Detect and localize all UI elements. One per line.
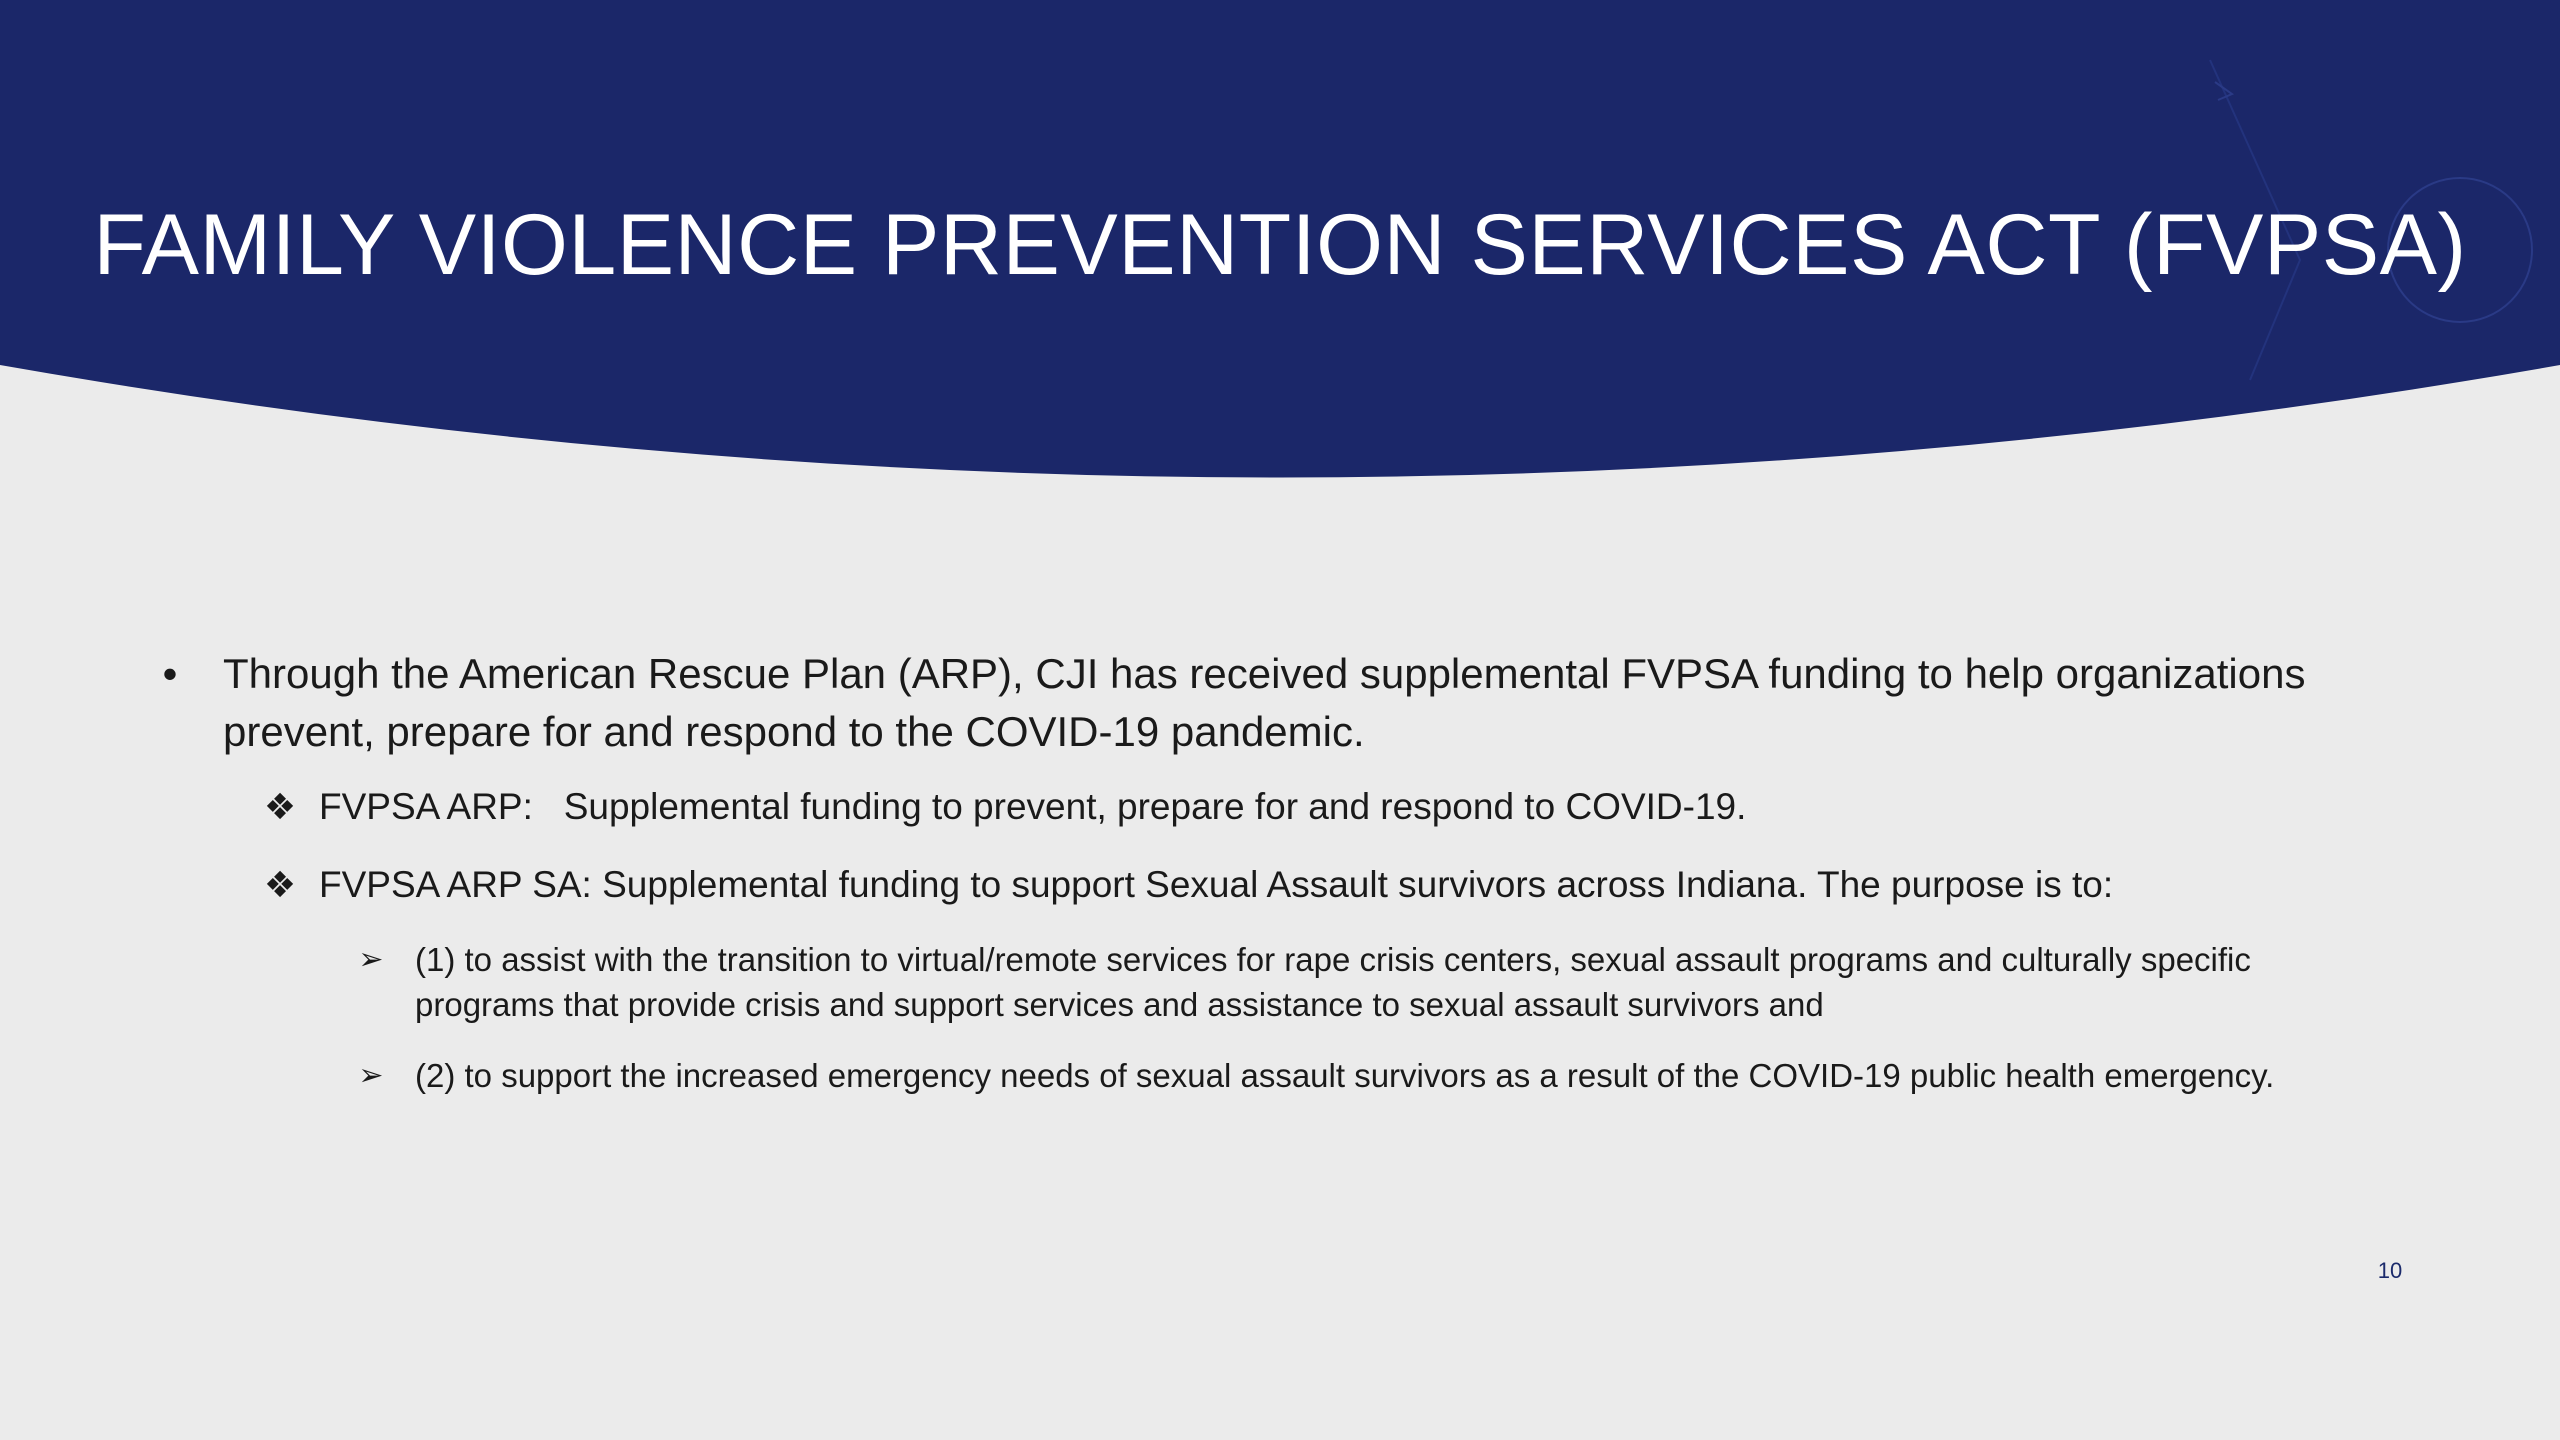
sub-sub-bullet-item xyxy=(150,1053,2380,1098)
slide-body xyxy=(150,645,2380,1124)
round-bullet-icon: • xyxy=(162,650,178,697)
diamond-bullet-icon: ❖ xyxy=(263,864,297,905)
sub-bullet-text: FVPSA ARP: Supplemental funding to prevent, prepare for and respond to COVID-19. xyxy=(319,786,1747,827)
sub-bullet-item xyxy=(150,859,2380,911)
sub-sub-bullet-text: (1) to assist with the transition to virtual/remote services for rape crisis centers, sexual assault programs and culturally specific programs that provide crisis and support services and assistance to sexual assault survivors and xyxy=(415,941,2251,1023)
sub-sub-bullet-item xyxy=(150,937,2380,1027)
bullet-item xyxy=(150,645,2380,761)
diamond-bullet-icon: ❖ xyxy=(263,786,297,827)
sub-bullet-text: FVPSA ARP SA: Supplemental funding to support Sexual Assault survivors across Indiana. The purpose is to: xyxy=(319,864,2114,905)
slide-title: FAMILY VIOLENCE PREVENTION SERVICES ACT (FVPSA) xyxy=(93,197,2467,293)
sub-sub-bullet-text: (2) to support the increased emergency needs of sexual assault survivors as a result of the COVID-19 public health emergency. xyxy=(415,1057,2275,1094)
arrowhead-bullet-icon: ➢ xyxy=(358,943,384,976)
arrowhead-bullet-icon: ➢ xyxy=(358,1059,384,1092)
bullet-text: Through the American Rescue Plan (ARP), CJI has received supplemental FVPSA funding to help organizations prevent, prepare for and respond to the COVID-19 pandemic. xyxy=(223,650,2306,755)
sub-bullet-item xyxy=(150,781,2380,833)
page-number: 10 xyxy=(2377,1258,2403,1283)
